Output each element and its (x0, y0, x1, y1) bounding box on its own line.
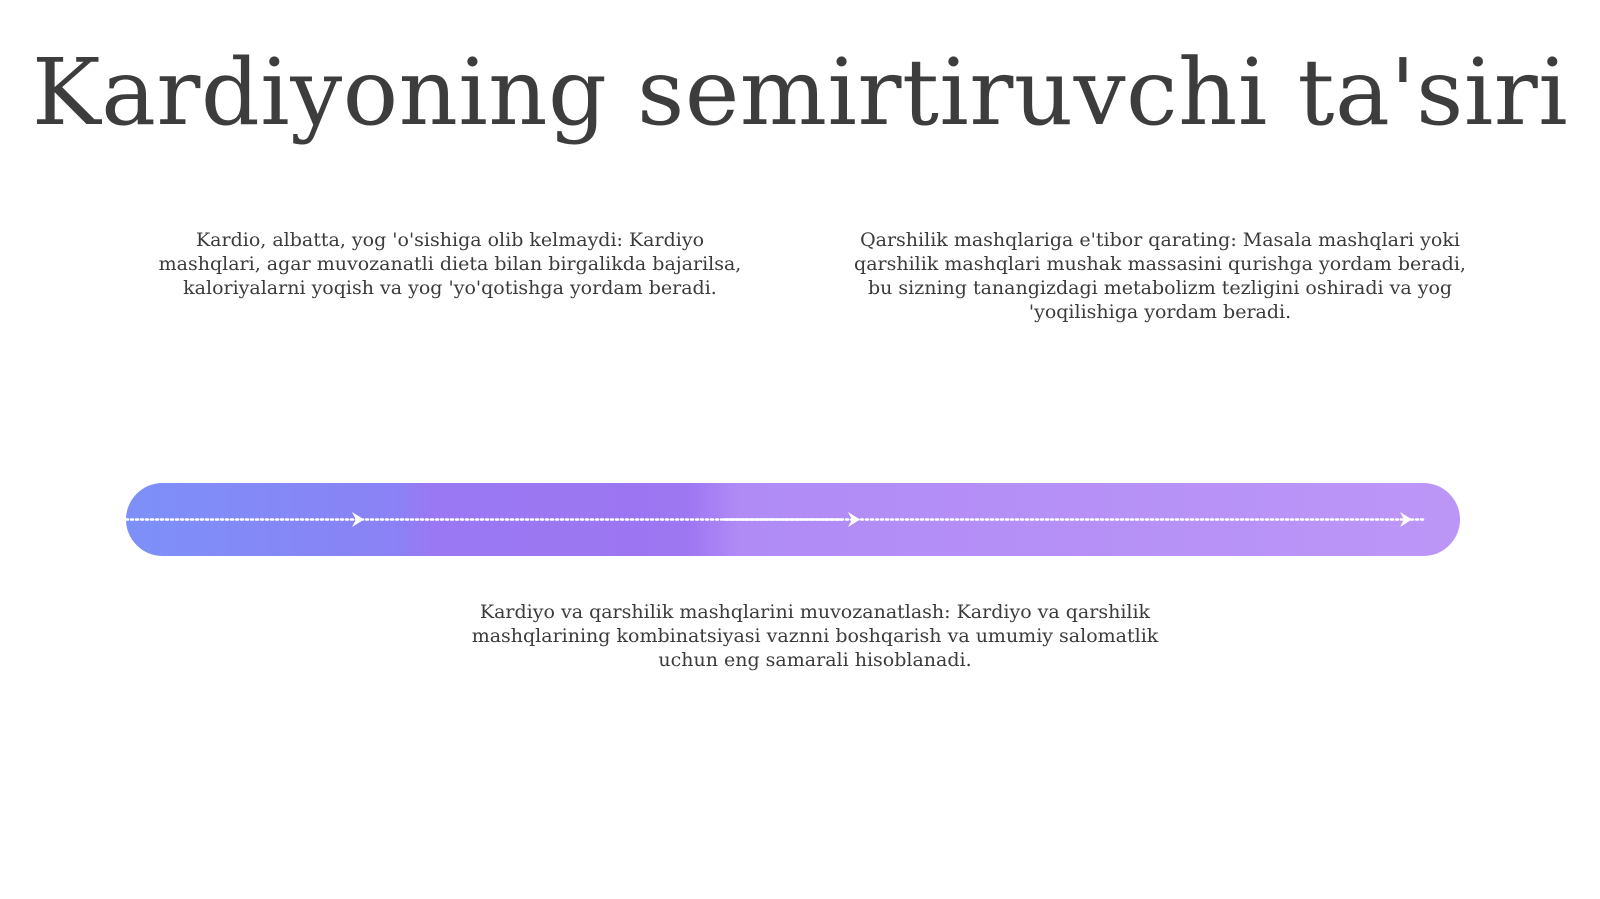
text-block-right: Qarshilik mashqlariga e'tibor qarating: Masala mashqlari yoki qarshilik mashqlari mushak massasini qurishga yordam beradi, bu sizning tanangizdagi metabolizm tezligini oshiradi va yog 'yoqilishiga yordam beradi. (854, 229, 1466, 323)
timeline-graphic (126, 483, 1460, 556)
text-block-left: Kardio, albatta, yog 'o'sishiga olib kelmaydi: Kardiyo mashqlari, agar muvozanatli dieta bilan birgalikda bajarilsa, kaloriyalarni yoqish va yog 'yo'qotishga yordam beradi. (158, 229, 742, 299)
timeline-bar (126, 483, 1460, 556)
slide-title: Kardiyoning semirtiruvchi ta'siri (31, 39, 1569, 146)
text-block-bottom: Kardiyo va qarshilik mashqlarini muvozanatlash: Kardiyo va qarshilik mashqlarining kombinatsiyasi vaznni boshqarish va umumiy salomatlik uchun eng samarali hisoblanadi. (471, 601, 1159, 671)
